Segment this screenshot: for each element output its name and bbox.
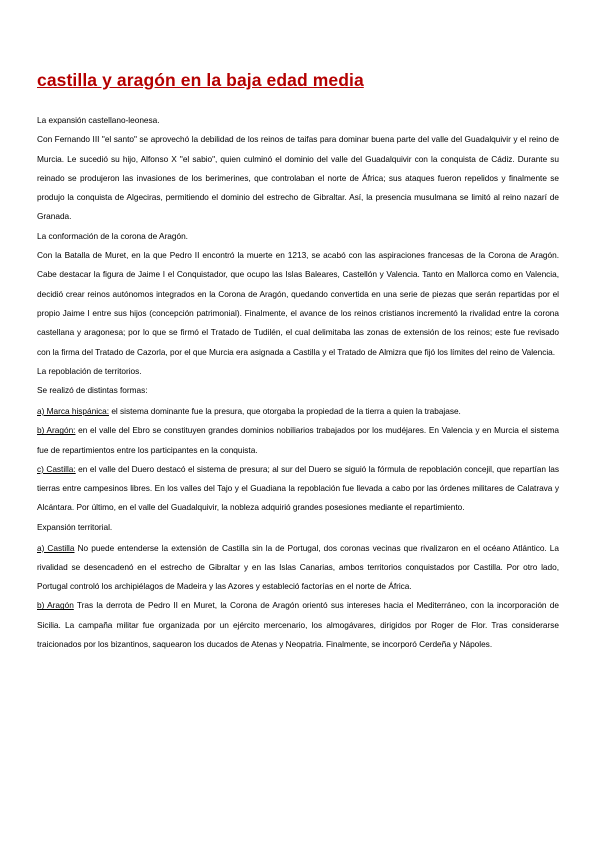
repoblacion-item-aragon — [37, 421, 559, 460]
expansion-item-castilla — [37, 539, 559, 597]
document-body — [37, 111, 559, 654]
heading-corona-aragon: La conformación de la corona de Aragón. — [37, 230, 188, 241]
heading-repoblacion: La repoblación de territorios. — [37, 365, 142, 376]
repoblacion-item-castilla — [37, 460, 559, 518]
repoblacion-item-marca — [37, 402, 559, 421]
item-label: b) Aragón: — [37, 425, 76, 436]
heading-expansion-leonesa: La expansión castellano-leonesa. — [37, 115, 160, 125]
item-label: a) Castilla — [37, 542, 75, 553]
repoblacion-intro: Se realizó de distintas formas: — [37, 385, 148, 396]
item-label: b) Aragón — [37, 600, 74, 611]
item-text: el sistema dominante fue la presura, que otorgaba la propiedad de la tierra a quien la trabajase. — [109, 405, 461, 416]
heading-expansion-territorial: Expansión territorial. — [37, 521, 113, 532]
item-text: en el valle del Ebro se constituyen grandes dominios nobiliarios trabajados por los mudéjares. En Valencia y en Murcia el sistema fue de repartimientos entre los participantes en la conquista. — [37, 425, 559, 455]
item-text: en el valle del Duero destacó el sistema de presura; al sur del Duero se siguió la fórmula de repoblación concejil, que repartían las tierras entre campesinos libres. En los valles del Tajo y el Guadiana la repoblación fue llevada a cabo por las órdenes militares de Calatrava y Alcántara. Por último, en el valle del Guadalquivir, la nobleza adquirió grandes posesiones mediante el repartimiento. — [37, 463, 559, 513]
paragraph-aragon: Con la Batalla de Muret, en la que Pedro II encontró la muerte en 1213, se acabó con las aspiraciones francesas de la Corona de Aragón. Cabe destacar la figura de Jaime I el Conquistador, que ocupo las Islas Baleares, Castellón y Valencia. Tanto en Mallorca como en Valencia, decidió crear reinos autónomos integrados en la Corona de Aragón, quedando convertida en una serie de piezas que serán repartidas por el propio Jaime I entre sus hijos (concepción patrimonial). Finalmente, el avance de los reinos cristianos incrementó la rivalidad entre la corona castellana y aragonesa; por lo que se firmó el Tratado de Tudilén, el cual delimitaba las zonas de extensión de los reinos; este fue revisado con la firma del Tratado de Cazorla, por el que Murcia era asignada a Castilla y el Tratado de Almizra que fijó los límites del reino de Valencia. — [37, 250, 559, 357]
item-label: c) Castilla: — [37, 463, 76, 474]
document-title: castilla y aragón en la baja edad media — [37, 70, 364, 90]
paragraph-leonesa: Con Fernando III "el santo" se aprovechó la debilidad de los reinos de taifas para dominar buena parte del valle del Guadalquivir y el reino de Murcia. Le sucedió su hijo, Alfonso X "el sabio", quien culminó el dominio del valle del Guadalquivir con la conquista de Cádiz. Durante su reinado se produjeron las invasiones de los berimerines, que controlaban el norte de África; sus ataques fueron repelidos y finalmente se produjo la conquista de Algeciras, permitiendo el dominio del estrecho de Gibraltar. Así, la presencia musulmana se limitó al reino nazarí de Granada. — [37, 134, 559, 222]
expansion-item-aragon — [37, 596, 559, 654]
item-label: a) Marca hispánica: — [37, 405, 110, 416]
item-text: Tras la derrota de Pedro II en Muret, la Corona de Aragón orientó sus intereses hacia el Mediterráneo, con la incorporación de Sicilia. La campaña militar fue organizada por un ejército mercenario, los almogávares, dirigidos por Roger de Flor. Tras considerarse traicionados por los bizantinos, saquearon los ducados de Atenas y Neopatria. Finalmente, se incorporó Cerdeña y Nápoles. — [37, 600, 559, 650]
item-text: No puede entenderse la extensión de Castilla sin la de Portugal, dos coronas vecinas que rivalizaron en el océano Atlántico. La rivalidad se desencadenó en el estrecho de Gibraltar y en las Islas Canarias, ambos territorios conquistados por Castilla. Por otro lado, Portugal controló los archipiélagos de Madeira y las Azores y estableció factorías en el norte de África. — [37, 542, 559, 592]
